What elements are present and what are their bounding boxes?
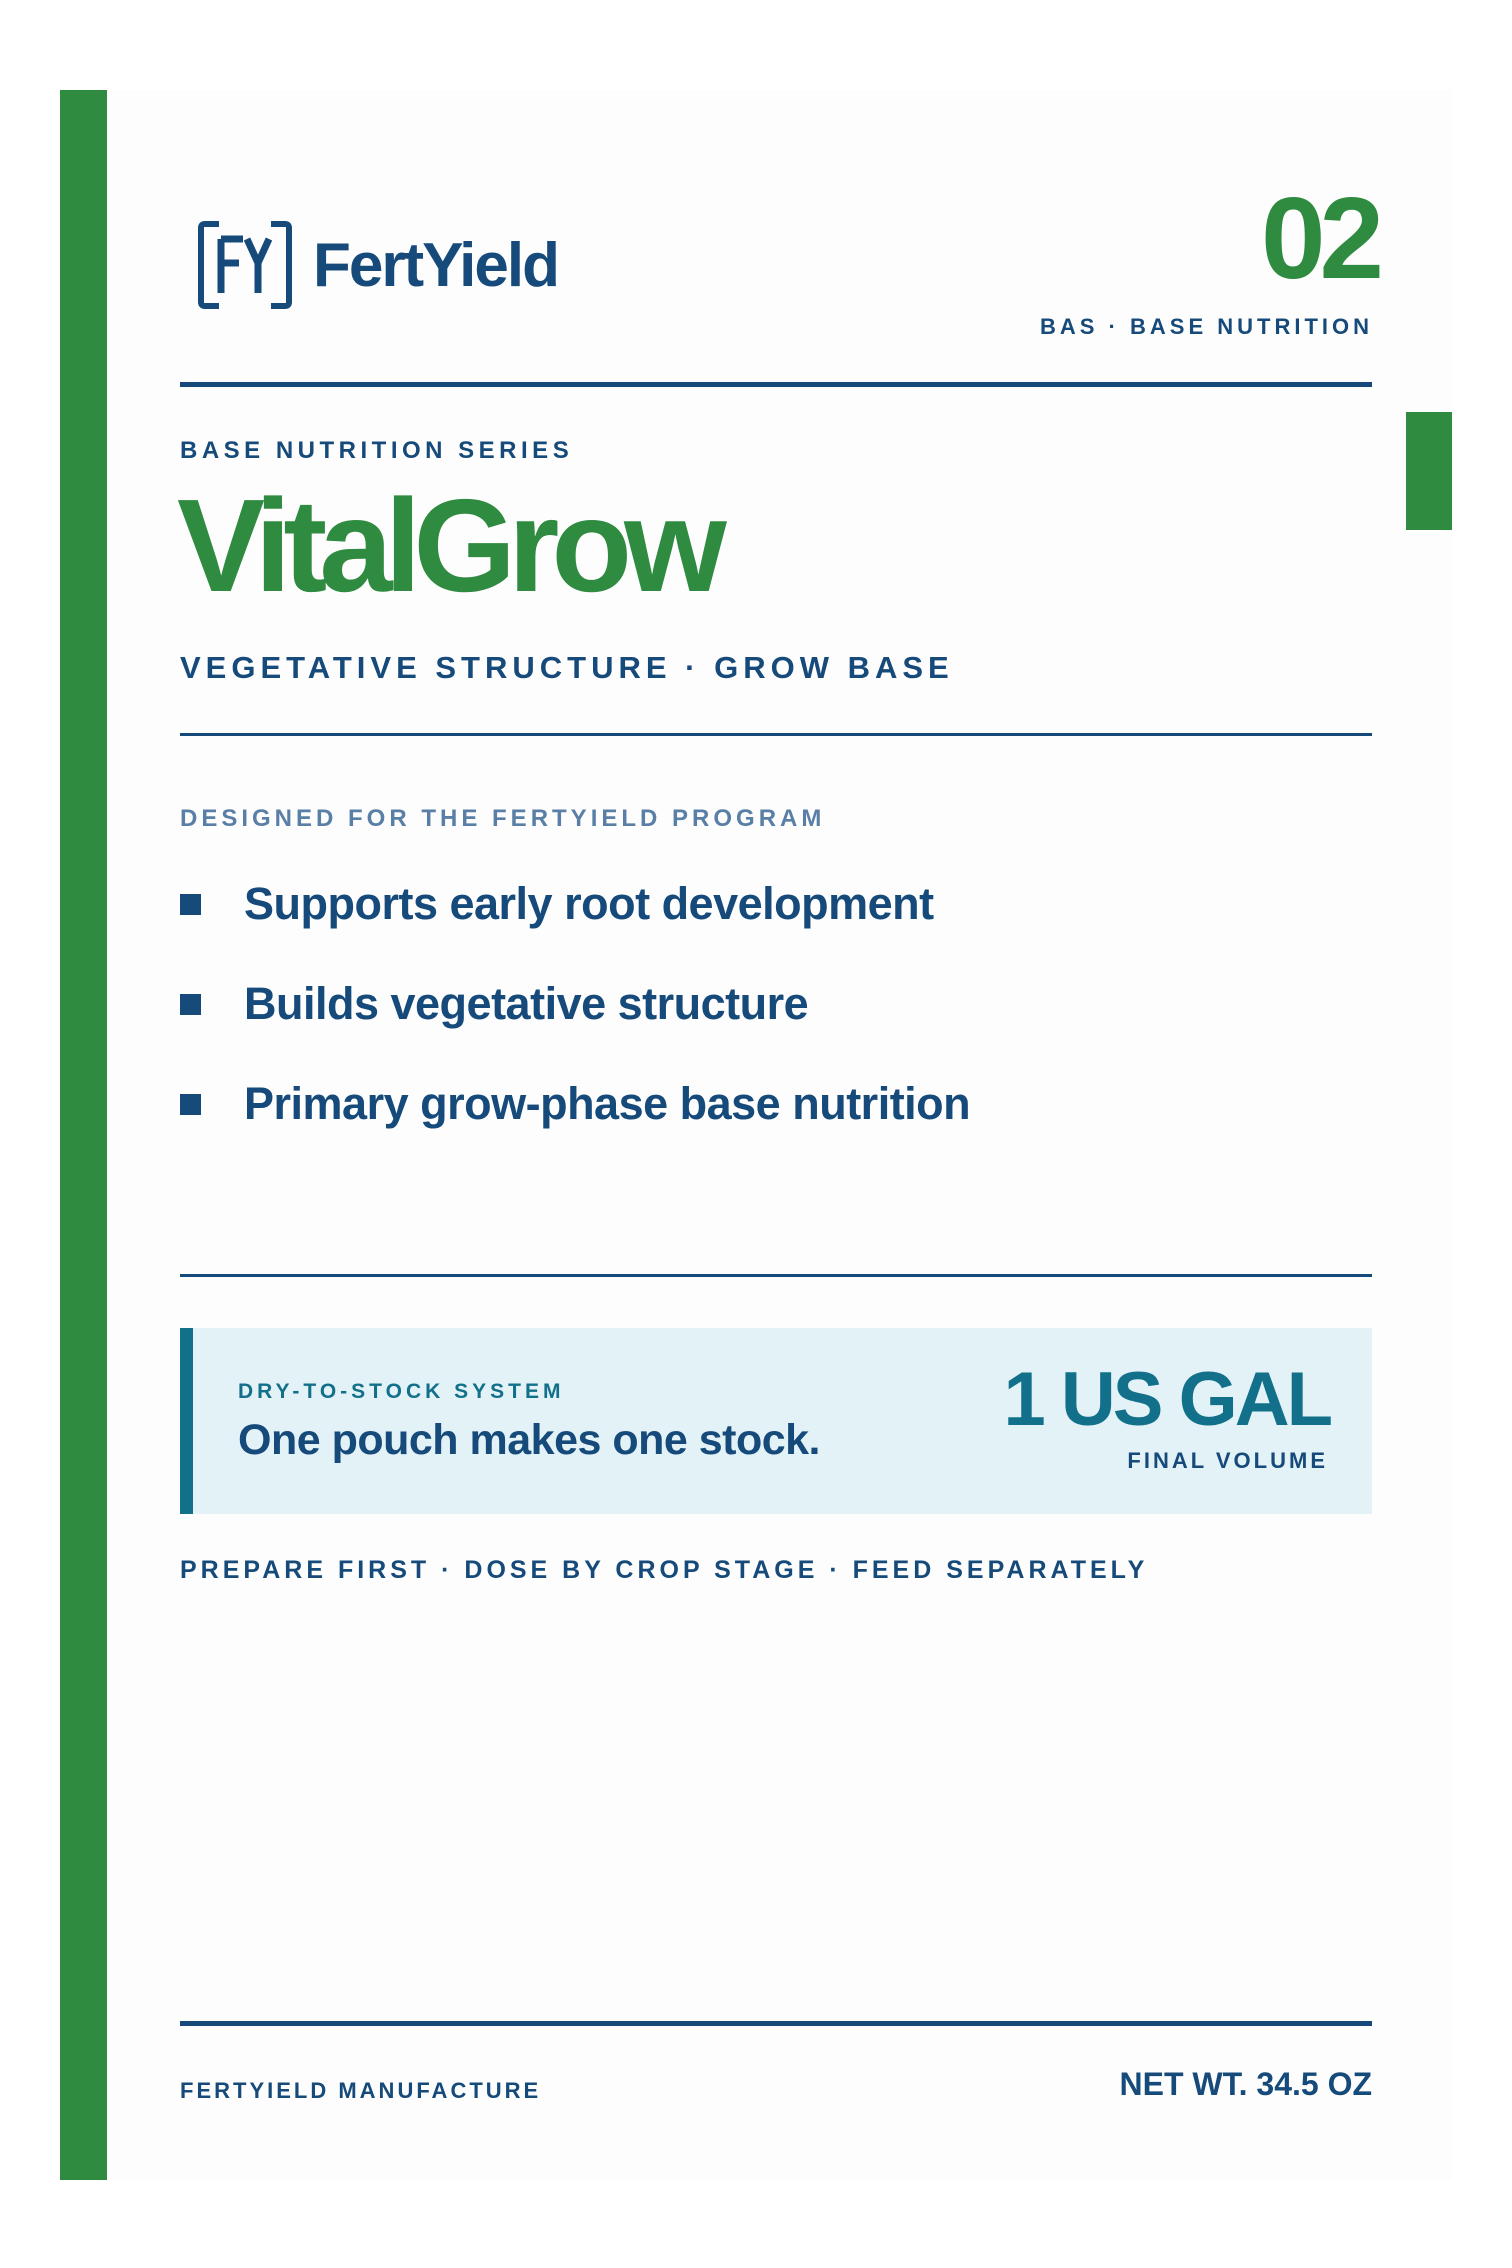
series-label: BASE NUTRITION SERIES <box>180 437 574 464</box>
feature-item <box>180 878 934 930</box>
feature-text: Supports early root development <box>244 878 934 929</box>
label-panel <box>60 90 1452 2180</box>
product-divider <box>180 733 1372 736</box>
feature-text: Builds vegetative structure <box>244 978 809 1029</box>
brand-logo <box>197 219 558 311</box>
square-bullet-icon <box>180 994 201 1015</box>
product-name: VitalGrow <box>177 472 719 619</box>
right-accent-tab <box>1406 412 1452 530</box>
final-volume-label: FINAL VOLUME <box>1127 1448 1328 1473</box>
feature-text: Primary grow-phase base nutrition <box>244 1078 971 1129</box>
product-subtitle: VEGETATIVE STRUCTURE · GROW BASE <box>180 650 954 685</box>
stock-callout <box>180 1328 1372 1514</box>
usage-instructions: PREPARE FIRST · DOSE BY CROP STAGE · FEED SEPARATELY <box>180 1556 1149 1584</box>
manufacturer-label: FERTYIELD MANUFACTURE <box>180 2078 542 2103</box>
feature-item <box>180 1078 970 1130</box>
callout-eyebrow: DRY-TO-STOCK SYSTEM <box>238 1380 565 1403</box>
features-heading: DESIGNED FOR THE FERTYIELD PROGRAM <box>180 805 826 832</box>
callout-accent-bar <box>180 1328 193 1514</box>
features-divider <box>180 1274 1372 1277</box>
net-weight: NET WT. 34.5 OZ <box>1119 2066 1372 2102</box>
square-bullet-icon <box>180 894 201 915</box>
fy-monogram-icon <box>197 219 293 311</box>
callout-text: One pouch makes one stock. <box>238 1416 821 1464</box>
footer-divider <box>180 2021 1372 2026</box>
series-number: 02 <box>1260 173 1378 303</box>
feature-item <box>180 978 808 1030</box>
square-bullet-icon <box>180 1094 201 1115</box>
header-divider <box>180 382 1372 387</box>
series-code: BAS · BASE NUTRITION <box>1040 314 1373 339</box>
brand-name: FertYield <box>313 230 558 300</box>
left-accent-bar <box>60 90 107 2180</box>
final-volume: 1 US GAL <box>1003 1357 1330 1442</box>
